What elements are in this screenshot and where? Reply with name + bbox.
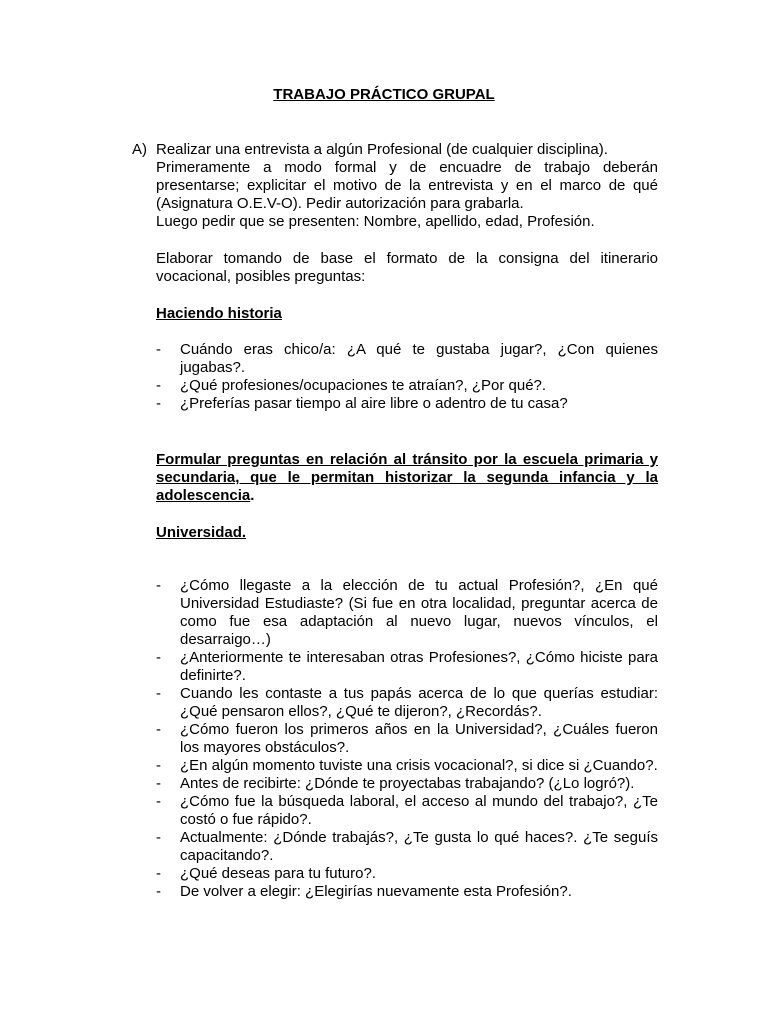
list-item-text: ¿Cómo llegaste a la elección de tu actual Profesión?, ¿En qué Universidad Estudiaste? (Si fue en otra localidad, preguntar acerca de como fue esa adaptación al nuevo lugar, nuevos vínculos, el desarraigo…) <box>180 577 658 648</box>
bullet-dash: - <box>156 377 161 394</box>
intro-line-3: presentarse; explicitar el motivo de la entrevista y en el marco de qué <box>156 177 658 194</box>
bullet-dash: - <box>156 775 161 792</box>
list-haciendo-historia <box>156 341 658 413</box>
list-item <box>156 685 658 721</box>
bullet-dash: - <box>156 829 161 846</box>
list-universidad <box>156 577 658 901</box>
formular-heading-text: Formular preguntas en relación al tránsito por la escuela primaria y secundaria, que le permitan historizar la segunda infancia y la adolescencia <box>156 451 658 504</box>
list-item-text: ¿Anteriormente te interesaban otras Profesiones?, ¿Cómo hiciste para definirte?. <box>180 649 658 684</box>
list-item-text: Cuándo eras chico/a: ¿A qué te gustaba jugar?, ¿Con quienes jugabas?. <box>180 341 658 376</box>
list-item <box>156 649 658 685</box>
intro-line-1: Realizar una entrevista a algún Profesional (de cualquier disciplina). <box>156 141 608 158</box>
list-item-text: ¿En algún momento tuviste una crisis vocacional?, si dice si ¿Cuando?. <box>180 757 658 774</box>
list-item <box>156 577 658 649</box>
list-item-text: ¿Preferías pasar tiempo al aire libre o adentro de tu casa? <box>180 395 568 412</box>
bullet-dash: - <box>156 577 161 594</box>
list-item <box>156 377 658 395</box>
intro-line-2: Primeramente a modo formal y de encuadre de trabajo deberán <box>156 159 658 176</box>
bullet-dash: - <box>156 757 161 774</box>
list-item-text: Actualmente: ¿Dónde trabajás?, ¿Te gusta lo qué haces?. ¿Te seguís capacitando?. <box>180 829 658 864</box>
section-a-instruction: Elaborar tomando de base el formato de la consigna del itinerario vocacional, posibles preguntas: <box>156 250 658 285</box>
bullet-dash: - <box>156 721 161 738</box>
list-item <box>156 883 658 901</box>
bullet-dash: - <box>156 649 161 666</box>
bullet-dash: - <box>156 883 161 900</box>
list-item-text: ¿Cómo fue la búsqueda laboral, el acceso al mundo del trabajo?, ¿Te costó o fue rápido?. <box>180 793 658 828</box>
heading-haciendo-historia: Haciendo historia <box>156 305 282 322</box>
list-item <box>156 865 658 883</box>
list-item <box>156 721 658 757</box>
formular-heading-trailing: . <box>250 487 255 504</box>
list-item-text: De volver a elegir: ¿Elegirías nuevamente esta Profesión?. <box>180 883 572 900</box>
heading-formular-preguntas <box>156 451 658 505</box>
bullet-dash: - <box>156 793 161 810</box>
list-item-text: ¿Qué deseas para tu futuro?. <box>180 865 376 882</box>
list-item <box>156 395 658 413</box>
document-title: TRABAJO PRÁCTICO GRUPAL <box>273 86 495 103</box>
intro-line-5: Luego pedir que se presenten: Nombre, apellido, edad, Profesión. <box>156 213 595 230</box>
heading-universidad: Universidad. <box>156 524 247 541</box>
bullet-dash: - <box>156 685 161 702</box>
list-item <box>156 341 658 377</box>
list-item-text: ¿Cómo fueron los primeros años en la Universidad?, ¿Cuáles fueron los mayores obstáculos?. <box>180 721 658 756</box>
bullet-dash: - <box>156 341 161 358</box>
intro-line-4: (Asignatura O.E.V-O). Pedir autorización para grabarla. <box>156 195 524 212</box>
bullet-dash: - <box>156 865 161 882</box>
list-item <box>156 829 658 865</box>
section-a-marker: A) <box>132 141 147 158</box>
list-item-text: Cuando les contaste a tus papás acerca de lo que querías estudiar: ¿Qué pensaron ellos?, ¿Qué te dijeron?, ¿Recordás?. <box>180 685 658 720</box>
bullet-dash: - <box>156 395 161 412</box>
list-item <box>156 775 658 793</box>
list-item-text: ¿Qué profesiones/ocupaciones te atraían?, ¿Por qué?. <box>180 377 547 394</box>
list-item <box>156 757 658 775</box>
list-item <box>156 793 658 829</box>
section-a-intro <box>156 141 658 231</box>
list-item-text: Antes de recibirte: ¿Dónde te proyectabas trabajando? (¿Lo logró?). <box>180 775 635 792</box>
